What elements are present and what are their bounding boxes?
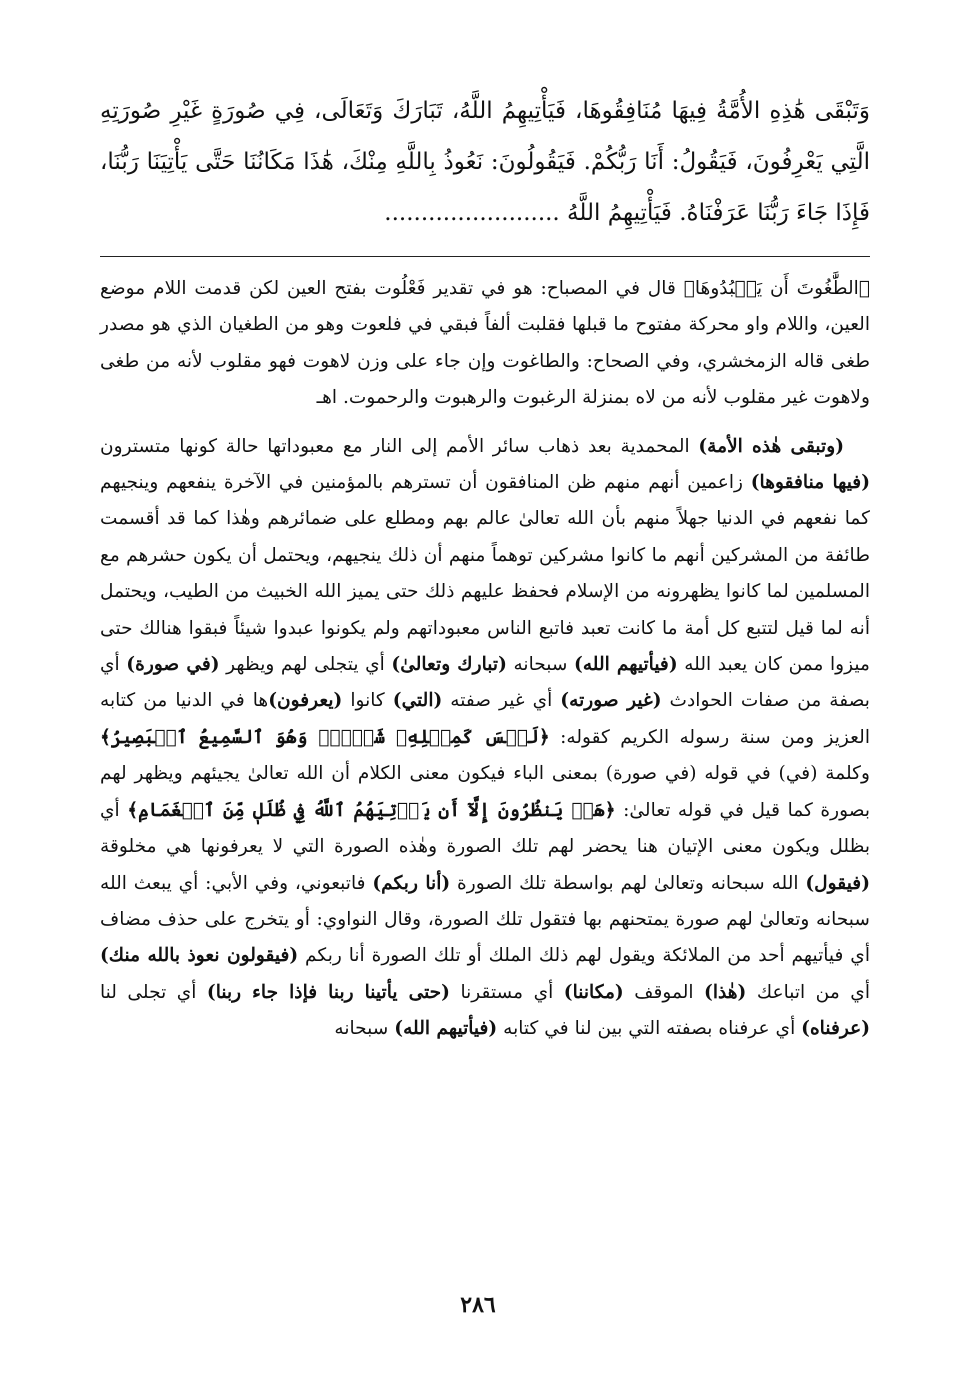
- commentary-text: أي مستقرنا: [449, 981, 564, 1003]
- hadith-text: [100, 86, 870, 239]
- bold-term: (مكاننا): [563, 981, 624, 1003]
- hadith-paragraph: وَتَبْقَى هَٰذِهِ الأُمَّةُ فِيهَا مُنَافِقُوهَا، فَيَأْتِيهِمُ اللَّهُ، تَبَارَكَ وَتَعَالَى، فِي صُورَةٍ غَيْرِ صُورَتِهِ الَّتِي يَعْرِفُونَ، فَيَقُولُ: أَنَا رَبُّكُمْ. فَيَقُولُونَ: نَعُوذُ بِاللَّهِ مِنْكَ، هَٰذَا مَكَانُنَا حَتَّى يَأْتِيَنَا رَبُّنَا، فَإِذَا جَاءَ رَبُّنَا عَرَفْنَاهُ. فَيَأْتِيهِمُ اللَّهُ ........................: [100, 98, 870, 226]
- bold-term: (وتبقى هٰذه الأمة): [698, 435, 844, 457]
- commentary-text: الله سبحانه وتعالىٰ لهم بواسطة تلك الصورة: [450, 872, 806, 894]
- bold-term: (فيأتيهم الله): [574, 654, 678, 676]
- bold-term: (تبارك وتعالىٰ): [391, 654, 507, 676]
- bold-term: (فيقول): [805, 872, 870, 894]
- commentary: [100, 271, 870, 1048]
- commentary-text: أي بصفة من صفات الحوادث: [100, 654, 870, 712]
- page-number: ٢٨٦: [460, 1292, 496, 1318]
- commentary-text: فاتبعوني، وفي الأبي: أي يبعث الله سبحانه وتعالىٰ لهم صورة يمتحنهم بها فتقول تلك الصورة، وقال النواوي: أو يتخرج على حذف مضاف أي فيأتيهم أحد من الملائكة ويقول لهم ذلك الملك أو تلك الصورة أنا ربكم: [100, 872, 870, 967]
- commentary-text: أي من اتباعك: [746, 981, 870, 1003]
- commentary-text: أي تجلى لنا: [100, 981, 207, 1003]
- bold-term: (غير صورته): [560, 690, 662, 712]
- commentary-paragraph-2: [100, 429, 870, 1048]
- commentary-text: سبحانه: [506, 654, 575, 676]
- bold-term: (فيأتيهم الله): [394, 1018, 498, 1040]
- commentary-text: أي عرفناه بصفته التي بين لنا في كتابه: [497, 1018, 802, 1040]
- bold-term: (فيقولون نعوذ بالله منك): [100, 945, 299, 967]
- commentary-text: المحمدية بعد ذهاب سائر الأمم إلى النار مع معبوداتها حالة كونها متسترون: [100, 435, 699, 457]
- commentary-text: الموقف: [623, 981, 705, 1003]
- commentary-paragraph-1: ﴿الطَّٰغُوتَ أَن يَعۡبُدُوهَا﴾ قال في المصباح: هو في تقدير فَعْلُوت بفتح العين لكن قدمت اللام موضع العين، واللام واو محركة مفتوح ما قبلها فقلبت ألفاً فبقي في فلعوت وهو من الطغيان الذي هو مصدر طغى قاله الزمخشري، وفي الصحاح: والطاغوت وإن جاء على وزن لاهوت فهو مقلوب لأنه من طغى ولاهوت غير مقلوب لأنه من لاه بمنزلة الرغبوت والرهبوت والرحموت. اهـ: [100, 278, 870, 409]
- bold-term: ﴿لَيۡسَ كَمِثۡلِهِۦ شَيۡءٞۖ وَهُوَ ٱلسَّمِيعُ ٱلۡبَصِيرُ﴾: [100, 726, 550, 748]
- bold-term: (في صورة): [126, 654, 220, 676]
- bold-term: (هٰذا): [704, 981, 747, 1003]
- commentary-text: زاعمين أنهم منهم ظن المنافقون أن تسترهم بالمؤمنين في الآخرة ينفعهم وينجيهم كما نفعهم في الدنيا جهلاً منهم بأن الله تعالىٰ عالم بهم ومطلع على ضمائرهم وهٰذا كما قد أقسمت طائفة من المشركين أنهم ما كانوا مشركين توهماً منهم أن ذلك ينجيهم، ويحتمل أن يكون حشرهم مع المسلمين لما كانوا يظهرونه من الإسلام فحفظ عليهم ذلك حتى يميز الله الخبيث من الطيب، ويحتمل أنه لما قيل لتتبع كل أمة ما كانت تعبد فاتبع الناس معبوداتهم ولم يكونوا عبدوا شيئاً فبقوا هنالك حتى ميزوا ممن كان يعبد الله: [100, 472, 870, 676]
- bold-term: (فيها منافقوها): [750, 472, 870, 494]
- bold-term: (عرفناه): [801, 1018, 870, 1040]
- footnote-divider: [100, 256, 870, 257]
- bold-term: (التي): [392, 690, 443, 712]
- commentary-text: سبحانه: [334, 1018, 395, 1040]
- commentary-text: أي يتجلى لهم ويظهر: [219, 654, 392, 676]
- bold-term: (يعرفون): [268, 690, 343, 712]
- commentary-text: أي بظلل ويكون معنى الإتيان هنا يحضر لهم تلك الصورة وهٰذه الصورة التي لا يعرفونها هي مخلوقة: [100, 799, 870, 858]
- commentary-text: ها في الدنيا من كتابه العزيز ومن سنة رسوله الكريم كقوله:: [100, 690, 870, 748]
- commentary-text: وكلمة (في) في قوله (في صورة) بمعنى الباء فيكون معنى الكلام أن الله تعالىٰ يجيئهم ويظهر لهم بصورة كما قيل في قوله تعالىٰ:: [100, 763, 870, 821]
- bold-term: ﴿هَلۡ يَنظُرُونَ إِلَّآ أَن يَأۡتِيَهُمُ ٱللَّهُ فِي ظُلَلٖ مِّنَ ٱلۡغَمَامِ﴾: [127, 799, 616, 821]
- bold-term: (حتى يأتينا ربنا فإذا جاء ربنا): [206, 981, 450, 1003]
- bold-term: (أنا ربكم): [372, 872, 451, 894]
- commentary-text: كانوا: [342, 690, 393, 712]
- commentary-text: أي غير صفته: [442, 690, 561, 712]
